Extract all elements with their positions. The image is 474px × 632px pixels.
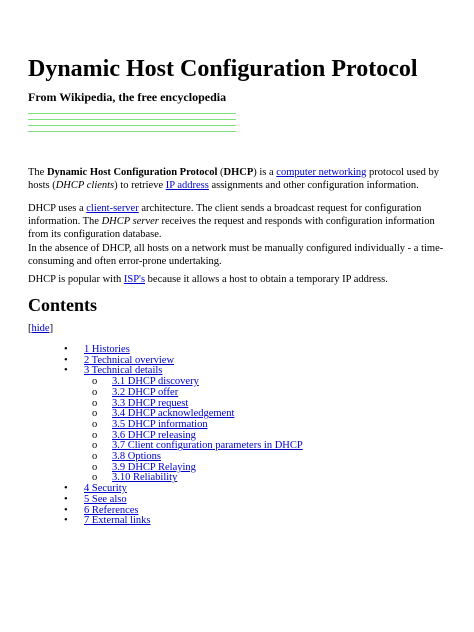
toc-link[interactable]: 3.9 DHCP Relaying [112, 461, 196, 473]
toc-link[interactable]: 4 Security [84, 483, 127, 495]
page-title: Dynamic Host Configuration Protocol [28, 56, 418, 82]
text-span: ) to retrieve [114, 180, 166, 191]
page-subtitle: From Wikipedia, the free encyclopedia [28, 90, 227, 104]
circle-bullet-icon: o [92, 451, 98, 463]
contents-heading: Contents [28, 295, 98, 315]
toc-item [28, 356, 303, 367]
link-client-server[interactable]: client-server [86, 203, 139, 214]
divider-line [28, 131, 236, 132]
toc-link[interactable]: 6 References [84, 504, 139, 516]
toc-item [28, 484, 303, 495]
circle-bullet-icon: o [92, 429, 98, 441]
circle-bullet-icon: o [92, 418, 98, 430]
intro-paragraph-2 [28, 202, 448, 241]
divider-line [28, 113, 236, 114]
link-computer-networking[interactable]: computer networking [276, 167, 367, 178]
toc-link[interactable]: 3.4 DHCP acknowledgement [112, 408, 235, 420]
toc-link[interactable]: 3.2 DHCP offer [112, 386, 179, 398]
text-span: assignments and other configuration information. [208, 180, 419, 191]
circle-bullet-icon: o [92, 472, 98, 484]
toc-item [28, 441, 303, 452]
toc-link[interactable]: 3.8 Options [112, 451, 162, 463]
italic-term: DHCP clients [55, 180, 115, 191]
intro-paragraph-4 [28, 273, 448, 286]
toc-link[interactable]: 3.7 Client configuration parameters in DHCP [112, 440, 303, 452]
toc-link[interactable]: 5 See also [84, 493, 127, 505]
toc-link[interactable]: 7 External links [84, 515, 151, 527]
text-span: architecture. The client sends a broadcast request for configuration information. The [28, 203, 422, 227]
italic-term: DHCP server [101, 216, 159, 227]
circle-bullet-icon: o [92, 397, 98, 409]
bullet-icon: • [64, 344, 68, 355]
toc-link[interactable]: 3.6 DHCP releasing [112, 429, 196, 441]
text-span: DHCP uses a [28, 203, 87, 214]
text-span: DHCP is popular with [28, 274, 124, 285]
bullet-icon: • [64, 493, 68, 505]
toc-link[interactable]: 3.10 Reliability [112, 472, 178, 484]
circle-bullet-icon: o [92, 440, 98, 452]
bullet-icon: • [64, 515, 68, 527]
table-of-contents [28, 345, 303, 527]
decorative-divider [28, 113, 236, 137]
toc-item [28, 506, 303, 517]
toc-link[interactable]: 1 Histories [84, 344, 130, 355]
circle-bullet-icon: o [92, 461, 98, 473]
bracket: [ [28, 323, 32, 334]
circle-bullet-icon: o [92, 386, 98, 398]
bullet-icon: • [64, 504, 68, 516]
bold-term: Dynamic Host Configuration Protocol [46, 167, 218, 178]
text-span: The [28, 167, 47, 178]
toc-link[interactable]: 3 Technical details [84, 365, 163, 377]
text-span: protocol used by hosts ( [28, 167, 440, 191]
bracket: ] [49, 323, 54, 334]
toc-link[interactable]: 3.5 DHCP information [112, 418, 208, 430]
bullet-icon: • [64, 483, 68, 495]
toc-link[interactable]: 2 Technical overview [84, 354, 175, 366]
toc-link[interactable]: 3.1 DHCP discovery [112, 376, 199, 388]
link-isps[interactable]: ISP's [123, 274, 146, 285]
text-span: because it allows a host to obtain a temporary IP address. [145, 274, 388, 285]
toc-item [28, 516, 303, 527]
text-span: ( [217, 167, 224, 178]
toc-item [28, 473, 303, 484]
bullet-icon: • [64, 365, 68, 377]
toc-link[interactable]: 3.3 DHCP request [112, 397, 189, 409]
link-ip-address[interactable]: IP address [165, 180, 209, 191]
text-span: receives the request and responds with configuration information from its configuration database. [28, 216, 435, 240]
hide-link[interactable]: hide [31, 323, 50, 334]
circle-bullet-icon: o [92, 376, 98, 388]
intro-paragraph-3: In the absence of DHCP, all hosts on a network must be manually configured individually - a time-consuming and often error-prone undertaking. [28, 243, 444, 267]
divider-line [28, 119, 236, 120]
bullet-icon: • [64, 354, 68, 366]
bold-term: DHCP [223, 167, 254, 178]
text-span: ) is a [253, 167, 277, 178]
divider-line [28, 125, 236, 126]
circle-bullet-icon: o [92, 408, 98, 420]
toc-toggle [28, 322, 53, 335]
intro-paragraph-1 [28, 166, 448, 192]
toc-item [28, 495, 303, 506]
